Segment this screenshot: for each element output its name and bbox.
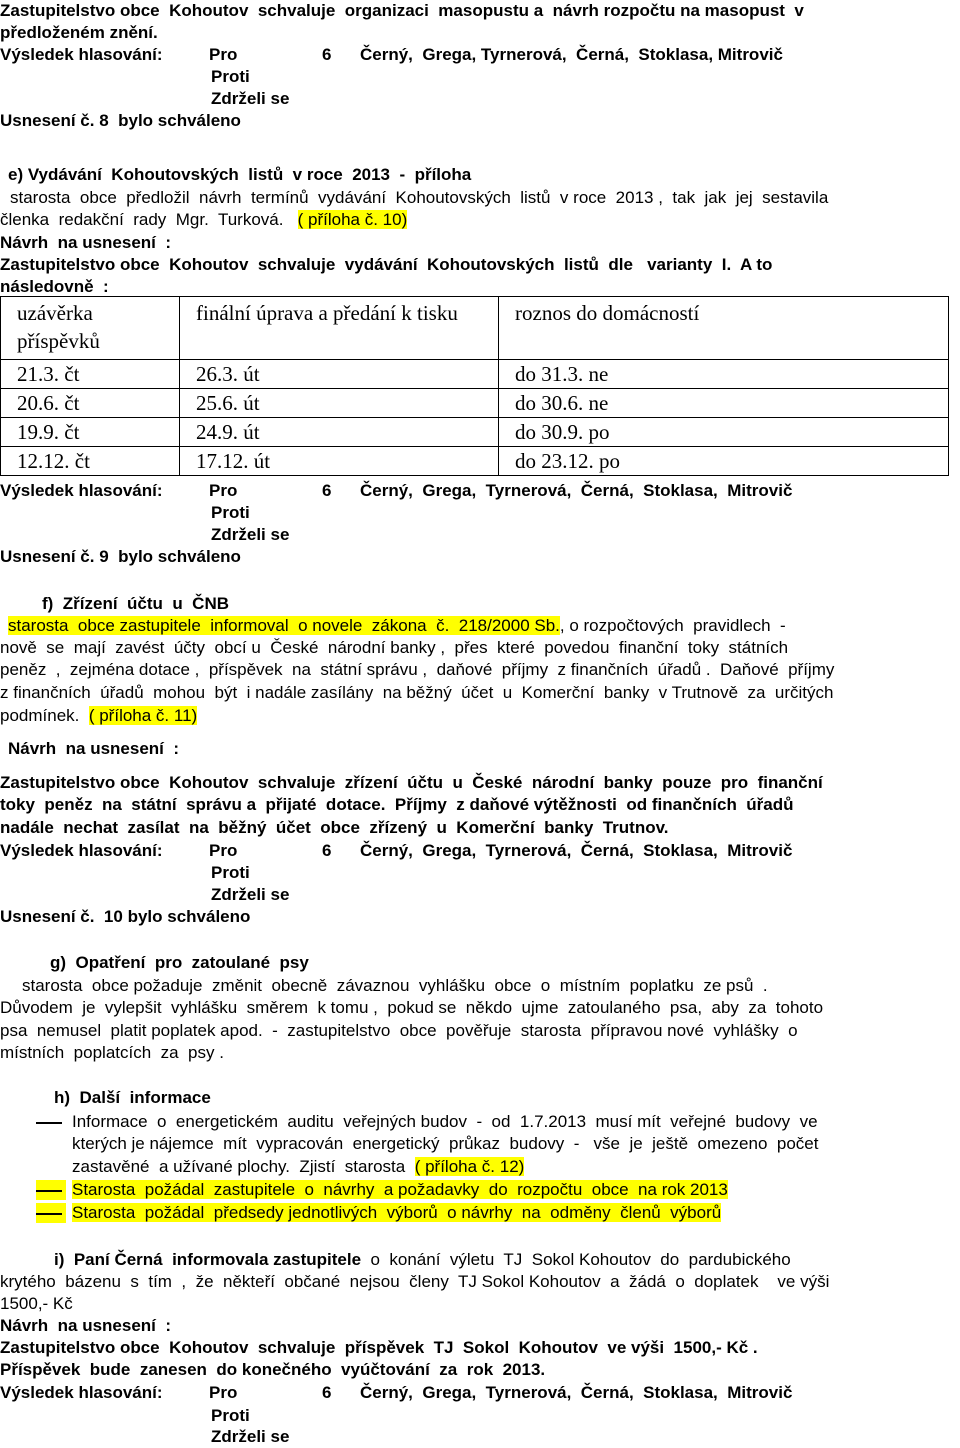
vote-names: Černý, Grega, Tyrnerová, Černá, Stoklasa, Mitrovič — [360, 481, 793, 500]
vote-zdrzeli-label: Zdrželi se — [211, 1427, 290, 1446]
table-header-row — [1, 297, 949, 360]
section-g-text1: starosta obce požaduje změnit obecně závaznou vyhlášku obce o místním poplatku ze psů . — [22, 976, 768, 995]
section-f-text2: nově se mají zavést účty obcí u České národní banky , přes které povedou finanční toky státních — [0, 638, 789, 657]
resolution-result: Usnesení č. 8 bylo schváleno — [0, 111, 241, 130]
table-cell: 12.12. čt — [1, 447, 180, 476]
vote-zdrzeli-label: Zdrželi se — [211, 525, 290, 544]
resolution-result: Usnesení č. 9 bylo schváleno — [0, 547, 241, 566]
section-i-res2: Příspěvek bude zanesen do konečného vyúčtování za rok 2013. — [0, 1360, 546, 1379]
table-header-cell: uzávěrka příspěvků — [1, 297, 180, 360]
table-header-cell: roznos do domácností — [499, 297, 949, 360]
section-e-resolution: Zastupitelstvo obce Kohoutov schvaluje vydávání Kohoutovských listů dle varianty I. A to — [0, 255, 773, 274]
table-cell: do 30.6. ne — [499, 389, 949, 418]
table-cell: do 23.12. po — [499, 447, 949, 476]
attachment-ref-11: ( příloha č. 11) — [88, 706, 198, 725]
section-i-text3: 1500,- Kč — [0, 1294, 73, 1313]
section-h-item1c — [72, 1156, 524, 1178]
top-resolution-line2: předloženém znění. — [0, 23, 158, 42]
section-i-heading: i) Paní Černá informovala zastupitele — [54, 1250, 362, 1269]
section-h-item1a: Informace o energetickém auditu veřejných budov - od 1.7.2013 musí mít veřejné budovy ve — [72, 1112, 818, 1131]
section-h-item1c-text: zastavěné a užívané plochy. Zjistí starosta — [72, 1157, 406, 1176]
table-row — [1, 447, 949, 476]
attachment-ref-12: ( příloha č. 12) — [414, 1157, 525, 1176]
section-h-item1b: kterých je nájemce mít vypracován energetický průkaz budovy - vše je ještě omezeno počet — [72, 1134, 819, 1153]
section-g-text3: psa nemusel platit poplatek apod. - zastupitelstvo obce pověřuje starosta přípravou nové vyhlášky o — [0, 1021, 798, 1040]
vote-proti-label: Proti — [211, 863, 250, 882]
table-cell: 17.12. út — [180, 447, 499, 476]
vote-label: Výsledek hlasování: — [0, 1383, 163, 1402]
section-f-text1b: , o rozpočtových pravidlech - — [559, 616, 786, 635]
section-e-heading: e) Vydávání Kohoutovských listů v roce 2013 - příloha — [8, 165, 472, 184]
section-h-item3 — [72, 1202, 721, 1224]
table-cell: 26.3. út — [180, 360, 499, 389]
section-f-text3: peněz , zejména dotace , příspěvek na státní správu , daňové příjmy z finančních úřadů . Daňové příjmy — [0, 660, 835, 679]
vote-pro-label: Pro — [209, 45, 238, 64]
table-cell: 21.3. čt — [1, 360, 180, 389]
vote-zdrzeli-label: Zdrželi se — [211, 885, 290, 904]
table-row — [1, 389, 949, 418]
section-h-item3-text: Starosta požádal předsedy jednotlivých výborů o návrhy na odměny členů výborů — [72, 1203, 722, 1222]
vote-proti-label: Proti — [211, 503, 250, 522]
table-cell: 25.6. út — [180, 389, 499, 418]
section-i-navrh: Návrh na usnesení : — [0, 1316, 171, 1335]
section-g-text4: místních poplatcích za psy . — [0, 1043, 224, 1062]
table-header-cell: finální úprava a předání k tisku — [180, 297, 499, 360]
schedule-table — [0, 296, 949, 476]
table-row — [1, 418, 949, 447]
section-i-text2: krytého bázenu s tím , že někteří občané nejsou členy TJ Sokol Kohoutov a žádá o doplatek ve výši — [0, 1272, 830, 1291]
section-e-text2 — [0, 209, 407, 231]
bullet-dash — [36, 1190, 62, 1192]
vote-names: Černý, Grega, Tyrnerová, Černá, Stoklasa, Mitrovič — [360, 1383, 793, 1402]
vote-label: Výsledek hlasování: — [0, 45, 163, 64]
section-i-text1: o konání výletu TJ Sokol Kohoutov do pardubického — [370, 1250, 791, 1269]
attachment-ref-10: ( příloha č. 10) — [297, 210, 408, 229]
vote-pro-count: 6 — [322, 841, 332, 860]
table-cell: 20.6. čt — [1, 389, 180, 418]
section-f-text1a: starosta obce zastupitele informoval o novele zákona č. 218/2000 Sb. — [8, 616, 560, 635]
section-e-navrh: Návrh na usnesení : — [0, 233, 171, 252]
section-h-item2-text: Starosta požádal zastupitele o návrhy a požadavky do rozpočtu obce na rok 2013 — [72, 1180, 728, 1199]
vote-label: Výsledek hlasování: — [0, 841, 163, 860]
section-i-line1 — [54, 1249, 791, 1271]
section-f-text5 — [0, 705, 197, 727]
section-f-text1 — [8, 615, 786, 637]
resolution-result: Usnesení č. 10 bylo schváleno — [0, 907, 251, 926]
bullet-dash — [36, 1122, 62, 1124]
section-e-text2a: členka redakční rady Mgr. Turková. — [0, 210, 284, 229]
vote-names: Černý, Grega, Tyrnerová, Černá, Stoklasa, Mitrovič — [360, 841, 793, 860]
section-f-res2: toky peněz na státní správu a přijaté dotace. Příjmy z daňové výtěžnosti od finančních úřadů — [0, 795, 794, 814]
section-f-res1: Zastupitelstvo obce Kohoutov schvaluje zřízení účtu u České národní banky pouze pro finanční — [0, 773, 823, 792]
vote-zdrzeli-label: Zdrželi se — [211, 89, 290, 108]
bullet-dash — [36, 1213, 62, 1215]
section-e-text1: starosta obce předložil návrh termínů vydávání Kohoutovských listů v roce 2013 , tak jak jej sestavila — [10, 188, 829, 207]
table-cell: 24.9. út — [180, 418, 499, 447]
table-cell: do 30.9. po — [499, 418, 949, 447]
section-i-res1: Zastupitelstvo obce Kohoutov schvaluje příspěvek TJ Sokol Kohoutov ve výši 1500,- Kč . — [0, 1338, 758, 1357]
vote-proti-label: Proti — [211, 1406, 250, 1425]
table-cell: do 31.3. ne — [499, 360, 949, 389]
vote-names: Černý, Grega, Tyrnerová, Černá, Stoklasa, Mitrovič — [360, 45, 783, 64]
section-h-item2 — [72, 1179, 728, 1201]
section-f-navrh: Návrh na usnesení : — [8, 739, 179, 758]
section-f-text5a: podmínek. — [0, 706, 80, 725]
section-f-heading: f) Zřízení účtu u ČNB — [42, 594, 229, 613]
section-f-res3: nadále nechat zasílat na běžný účet obce zřízený u Komerční banky Trutnov. — [0, 818, 669, 837]
vote-label: Výsledek hlasování: — [0, 481, 163, 500]
section-h-heading: h) Další informace — [54, 1088, 211, 1107]
vote-pro-count: 6 — [322, 45, 332, 64]
vote-pro-count: 6 — [322, 481, 332, 500]
section-e-resolution2: následovně : — [0, 277, 109, 296]
vote-pro-label: Pro — [209, 841, 238, 860]
vote-pro-label: Pro — [209, 1383, 238, 1402]
top-resolution-line1: Zastupitelstvo obce Kohoutov schvaluje organizaci masopustu a návrh rozpočtu na masopust v — [0, 1, 804, 20]
table-cell: 19.9. čt — [1, 418, 180, 447]
vote-pro-label: Pro — [209, 481, 238, 500]
section-f-text4: z finančních úřadů mohou být i nadále zasílány na běžný účet u Komerční banky v Trutnově za určitých — [0, 683, 834, 702]
vote-pro-count: 6 — [322, 1383, 332, 1402]
table-row — [1, 360, 949, 389]
section-g-heading: g) Opatření pro zatoulané psy — [50, 953, 309, 972]
vote-proti-label: Proti — [211, 67, 250, 86]
section-g-text2: Důvodem je vylepšit vyhlášku směrem k tomu , pokud se někdo ujme zatoulaného psa, aby za tohoto — [0, 998, 824, 1017]
